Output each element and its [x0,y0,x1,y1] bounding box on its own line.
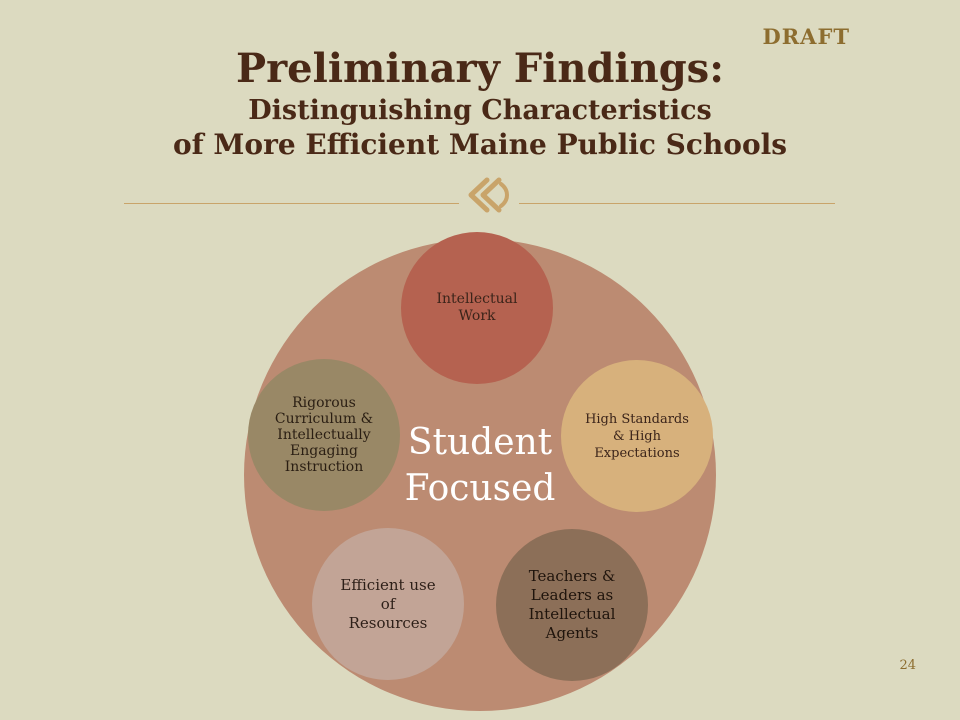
node-efficient-resources: Efficient use of Resources [340,575,436,632]
draft-label: DRAFT [762,24,850,49]
slide-title: Preliminary Findings: [236,45,724,92]
center-label-line2: Focused [404,468,556,509]
node-intellectual-work: Intellectual Work [436,291,518,324]
slide-subtitle-line2: of More Efficient Maine Public Schools [172,128,788,161]
center-label-line1: Student [407,422,553,463]
page-number: 24 [899,658,916,673]
node-rigorous-curriculum: Rigorous Curriculum & Intellectually Engaging Instruction [274,395,374,475]
center-label [380,420,580,512]
slide-subtitle-line1: Distinguishing Characteristics [248,95,712,126]
node-high-standards: High Standards & High Expectations [585,411,689,461]
node-teachers-leaders: Teachers & Leaders as Intellectual Agents [528,567,616,642]
